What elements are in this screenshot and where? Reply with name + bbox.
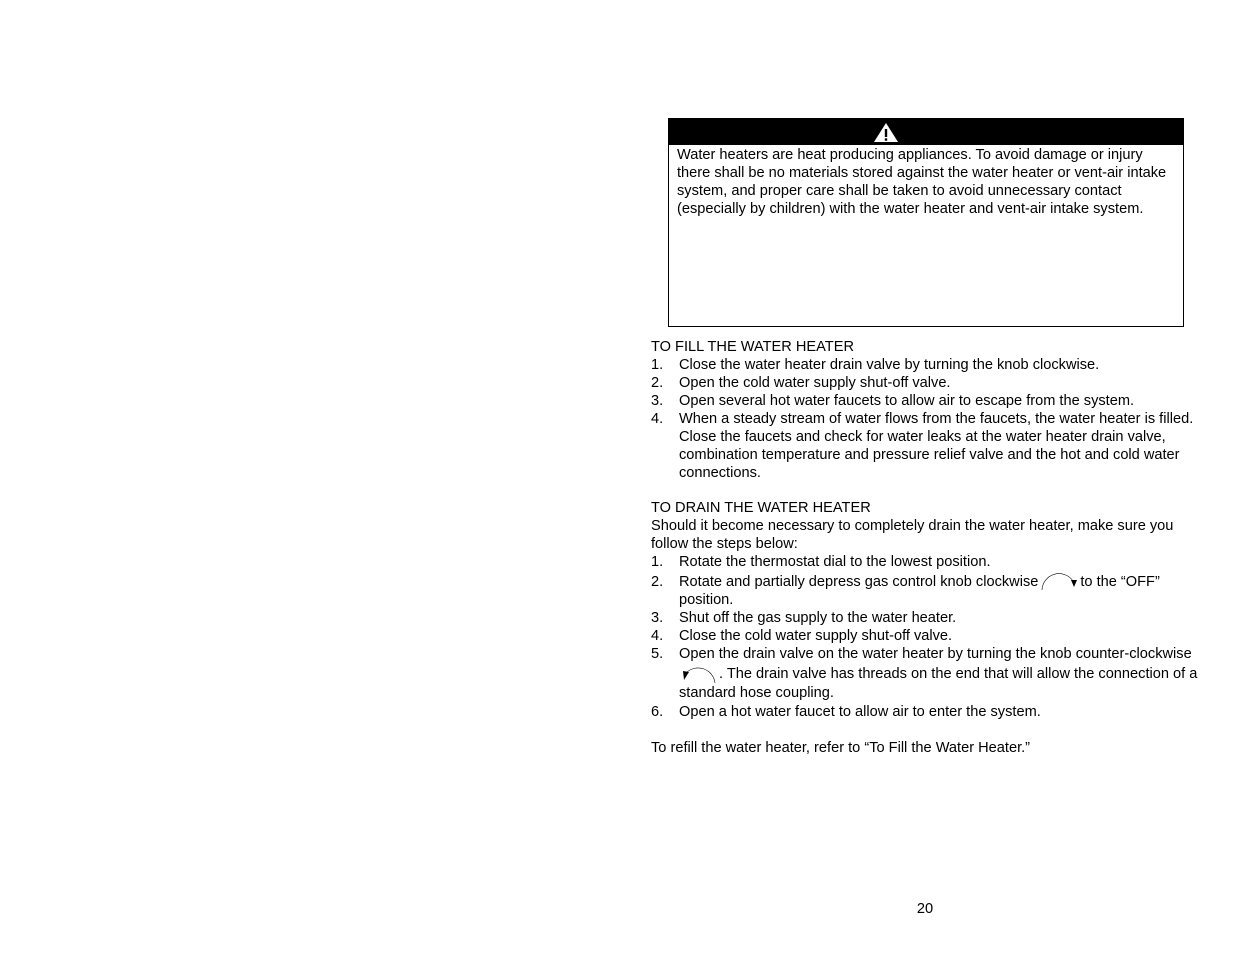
step-number: 4. xyxy=(651,411,664,427)
step-number: 3. xyxy=(651,393,664,409)
step-text: When a steady stream of water flows from the faucets, the water heater is filled. Close the faucets and check for water leaks at the water heater drain valve, combination temperature and pressure relief valve and the hot and cold water connections. xyxy=(679,411,1194,481)
step-number: 6. xyxy=(651,704,664,721)
instructions xyxy=(651,338,1211,757)
counterclockwise-arrow-icon xyxy=(681,664,717,684)
step-text: Rotate the thermostat dial to the lowest position. xyxy=(679,554,991,570)
step-number: 1. xyxy=(651,357,664,373)
list-item xyxy=(651,609,1211,627)
drain-steps xyxy=(651,553,1211,721)
warning-text: Water heaters are heat producing appliances. To avoid damage or injury there shall be no materials stored against the water heater or vent-air intake system, and proper care shall be taken to avoid unnecessary contact (especially by children) with the water heater and vent-air intake system. xyxy=(677,147,1167,217)
drain-heading: TO DRAIN THE WATER HEATER xyxy=(651,500,871,516)
step-text: Open a hot water faucet to allow air to enter the system. xyxy=(679,704,1041,721)
list-item xyxy=(651,553,1211,571)
list-item xyxy=(651,374,1211,392)
fill-heading: TO FILL THE WATER HEATER xyxy=(651,339,854,355)
list-item xyxy=(651,392,1211,410)
step-text: Close the cold water supply shut-off valve. xyxy=(679,628,953,645)
refill-note: To refill the water heater, refer to “To Fill the Water Heater.” xyxy=(651,740,1031,757)
step-number: 2. xyxy=(651,574,664,590)
warning-triangle-icon xyxy=(873,122,899,143)
step-text: Open the drain valve on the water heater by turning the knob counter-clockwise xyxy=(679,646,1192,663)
clockwise-arrow-icon xyxy=(1040,573,1078,591)
step-number: 3. xyxy=(651,610,664,627)
warning-box xyxy=(668,118,1184,327)
list-item xyxy=(651,627,1211,645)
list-item xyxy=(651,571,1211,609)
step-number: 4. xyxy=(651,628,664,645)
warning-header xyxy=(669,119,1183,145)
fill-steps xyxy=(651,356,1211,482)
list-item xyxy=(651,356,1211,374)
step-text: Open several hot water faucets to allow air to escape from the system. xyxy=(679,393,1135,409)
step-number: 1. xyxy=(651,554,664,570)
step-text: to the “OFF” position. xyxy=(679,574,1160,609)
spacer xyxy=(651,482,1211,499)
step-text: Close the water heater drain valve by turning the knob clockwise. xyxy=(679,357,1100,373)
step-text: Rotate and partially depress gas control knob clockwise xyxy=(679,574,1039,590)
step-number: 5. xyxy=(651,646,664,663)
step-text: . The drain valve has threads on the end that will allow the connection of a standard hose coupling. xyxy=(679,666,1198,702)
step-number: 2. xyxy=(651,375,664,391)
list-item xyxy=(651,410,1211,482)
drain-intro: Should it become necessary to completely drain the water heater, make sure you follow the steps below: xyxy=(651,518,1174,552)
page-number: 20 xyxy=(916,901,934,917)
spacer xyxy=(651,721,1211,739)
list-item xyxy=(651,645,1211,703)
step-text: Open the cold water supply shut-off valve. xyxy=(679,375,951,391)
list-item xyxy=(651,703,1211,721)
step-text: Shut off the gas supply to the water heater. xyxy=(679,610,957,627)
